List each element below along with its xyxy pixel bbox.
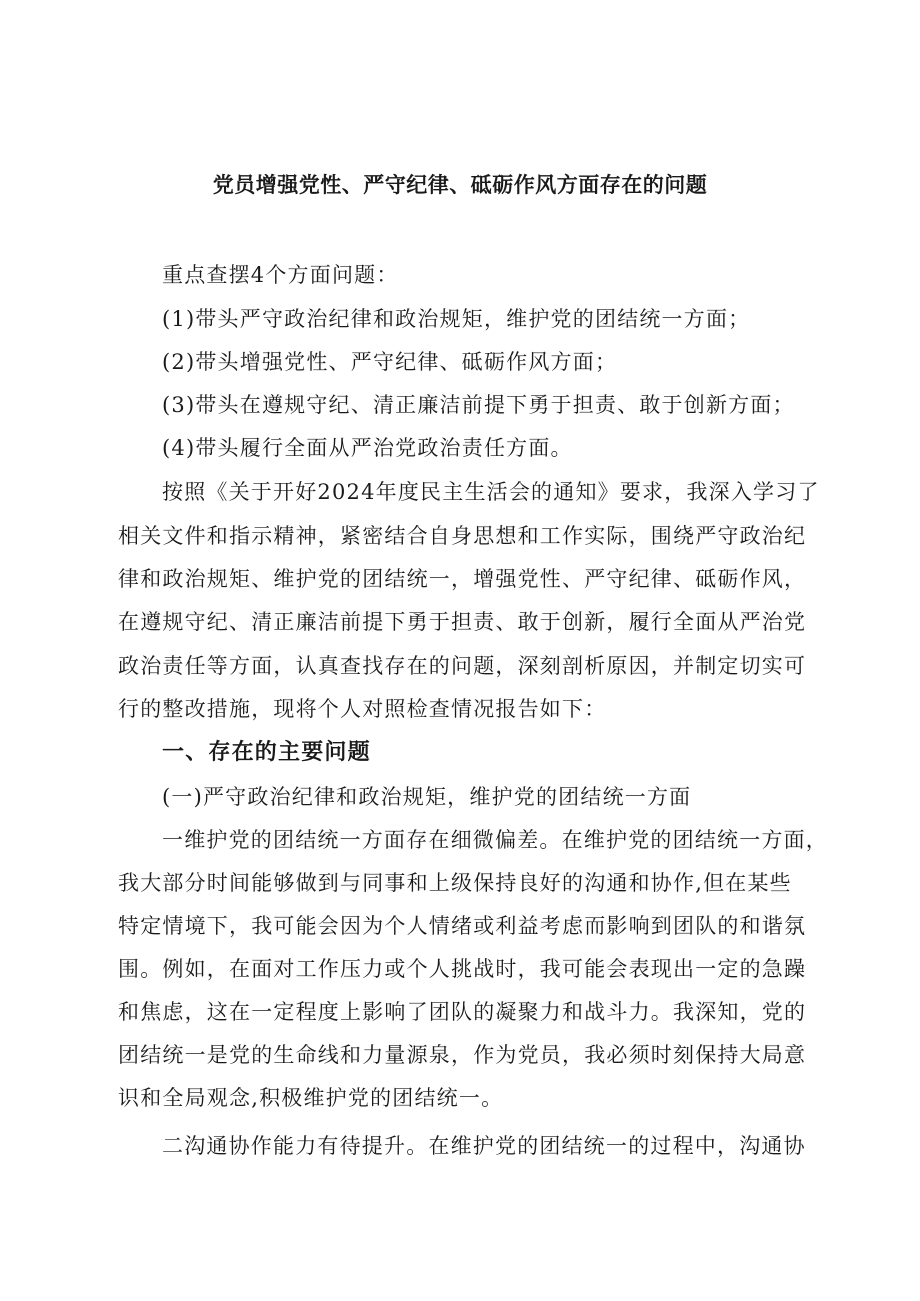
issue-item-1: (1)带头严守政治纪律和政治规矩，维护党的团结统一方面； — [162, 307, 751, 331]
paragraph-line: 相关文件和指示精神，紧密结合自身思想和工作实际，围绕严守政治纪 — [118, 524, 807, 548]
paragraph-line: 行的整改措施，现将个人对照检查情况报告如下： — [118, 697, 607, 721]
paragraph-line: 和焦虑，这在一定程度上影响了团队的凝聚力和战斗力。我深知，党的 — [118, 1000, 807, 1024]
key-issues-intro: 重点查摆4个方面问题： — [162, 263, 399, 287]
paragraph-line: 二沟通协作能力有待提升。在维护党的团结统一的过程中，沟通协 — [162, 1134, 806, 1158]
paragraph-line: 识和全局观念,积极维护党的团结统一。 — [118, 1086, 504, 1110]
paragraph-line: 按照《关于开好2024年度民主生活会的通知》要求，我深入学习了 — [162, 480, 820, 504]
paragraph-line: 团结统一是党的生命线和力量源泉，作为党员，我必须时刻保持大局意 — [118, 1043, 807, 1067]
paragraph-line: 政治责任等方面，认真查找存在的问题，深刻剖析原因，并制定切实可 — [118, 654, 807, 678]
paragraph-line: 一维护党的团结统一方面存在细微偏差。在维护党的团结统一方面， — [162, 828, 828, 852]
subsection-heading: (一)严守政治纪律和政治规矩，维护党的团结统一方面 — [162, 785, 692, 809]
issue-item-2: (2)带头增强党性、严守纪律、砥砺作风方面； — [162, 350, 618, 374]
section-heading: 一、存在的主要问题 — [162, 740, 371, 765]
paragraph-line: 围。例如，在面对工作压力或个人挑战时，我可能会表现出一定的急躁 — [118, 957, 807, 981]
document-title: 党员增强党性、严守纪律、砥砺作风方面存在的问题 — [212, 173, 708, 197]
paragraph-line: 在遵规守纪、清正廉洁前提下勇于担责、敢于创新，履行全面从严治党 — [118, 610, 807, 634]
issue-item-4: (4)带头履行全面从严治党政治责任方面。 — [162, 436, 573, 460]
paragraph-line: 我大部分时间能够做到与同事和上级保持良好的沟通和协作,但在某些 — [118, 871, 792, 895]
issue-item-3: (3)带头在遵规守纪、清正廉洁前提下勇于担责、敢于创新方面； — [162, 393, 795, 417]
paragraph-line: 特定情境下，我可能会因为个人情绪或利益考虑而影响到团队的和谐氛 — [118, 914, 807, 938]
paragraph-line: 律和政治规矩、维护党的团结统一，增强党性、严守纪律、砥砺作风， — [118, 567, 807, 591]
